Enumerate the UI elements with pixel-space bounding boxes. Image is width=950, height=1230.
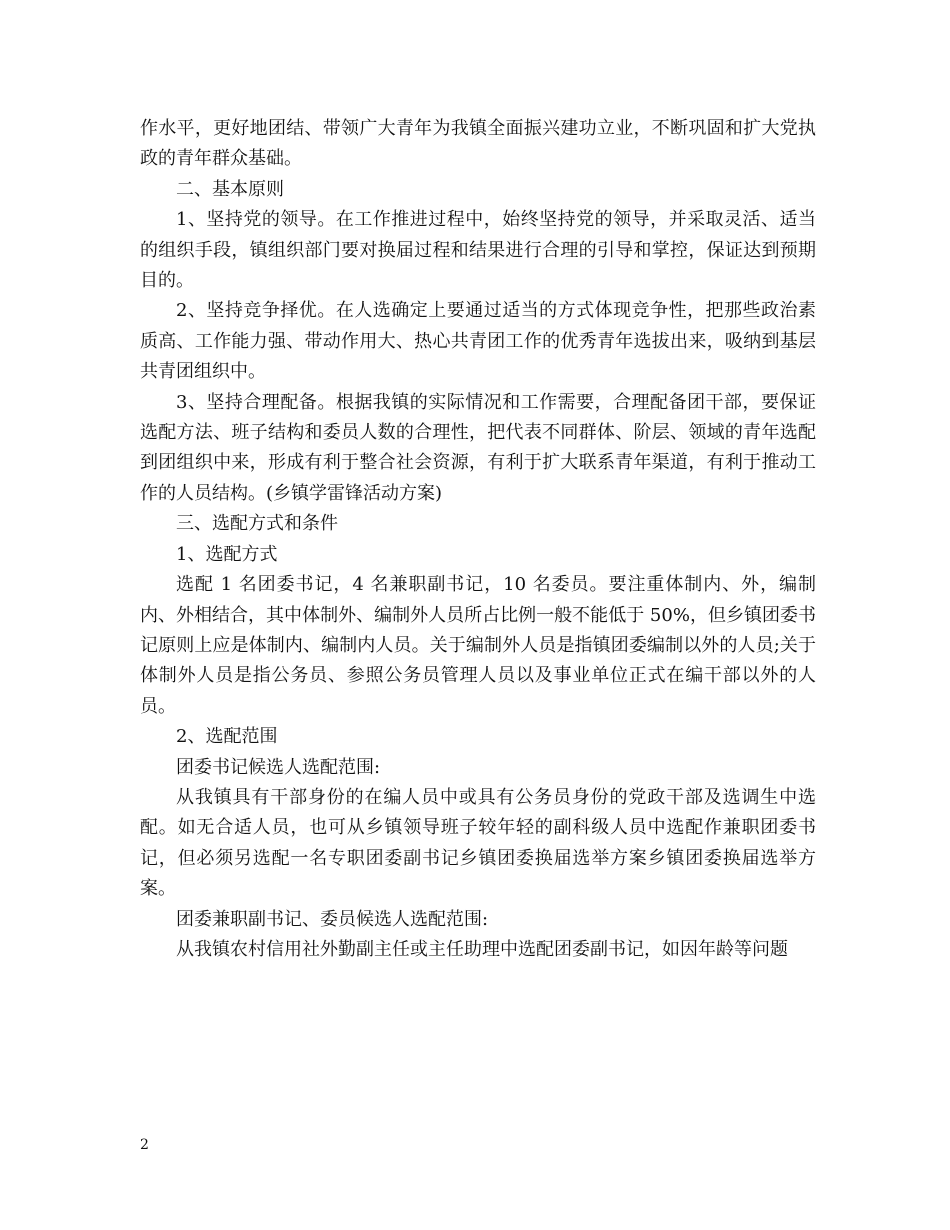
- label-secretary-scope: 团委书记候选人选配范围:: [176, 756, 381, 778]
- paragraph-selection-method: 选配 1 名团委书记，4 名兼职副书记，10 名委员。要注重体制内、外，编制内、外相结合，其中体制外、编制外人员所占比例一般不能低于 50%，但乡镇团委书记原则上应是体制内、编制内人员。关于编制外人员是指镇团委编制以外的人员;关于体制外人员是指公务员、参照公务员管理人员以及事业单位正式在编干部以外的人员。: [140, 574, 816, 717]
- subheading-selection-method: 1、选配方式: [176, 543, 278, 565]
- paragraph-principle-2: 2、坚持竞争择优。在人选确定上要通过适当的方式体现竞争性，把那些政治素质高、工作能力强、带动作用大、热心共青团工作的优秀青年选拔出来，吸纳到基层共青团组织中。: [140, 300, 816, 383]
- paragraph-deputy-scope: 从我镇农村信用社外勤副主任或主任助理中选配团委副书记，如因年龄等问题: [176, 938, 788, 960]
- label-deputy-scope: 团委兼职副书记、委员候选人选配范围:: [176, 908, 489, 930]
- paragraph-principle-3: 3、坚持合理配备。根据我镇的实际情况和工作需要，合理配备团干部，要保证选配方法、班子结构和委员人数的合理性，把代表不同群体、阶层、领域的青年选配到团组织中来，形成有利于整合社会资源，有利于扩大联系青年渠道，有利于推动工作的人员结构。(乡镇学雷锋活动方案): [140, 391, 816, 504]
- section-heading-selection: 三、选配方式和条件: [176, 513, 338, 535]
- subheading-selection-scope: 2、选配范围: [176, 726, 278, 748]
- paragraph-1: 作水平，更好地团结、带领广大青年为我镇全面振兴建功立业，不断巩固和扩大党执政的青年群众基础。: [140, 118, 816, 170]
- paragraph-principle-1: 1、坚持党的领导。在工作推进过程中，始终坚持党的领导，并采取灵活、适当的组织手段，镇组织部门要对换届过程和结果进行合理的引导和掌控，保证达到预期目的。: [140, 209, 816, 292]
- page-number: 2: [140, 1137, 149, 1153]
- document-body: [140, 114, 816, 965]
- section-heading-principles: 二、基本原则: [176, 178, 284, 200]
- paragraph-secretary-scope: 从我镇具有干部身份的在编人员中或具有公务员身份的党政干部及选调生中选配。如无合适人员，也可从乡镇领导班子较年轻的副科级人员中选配作兼职团委书记，但必须另选配一名专职团委副书记乡镇团委换届选举方案乡镇团委换届选举方案。: [140, 786, 816, 900]
